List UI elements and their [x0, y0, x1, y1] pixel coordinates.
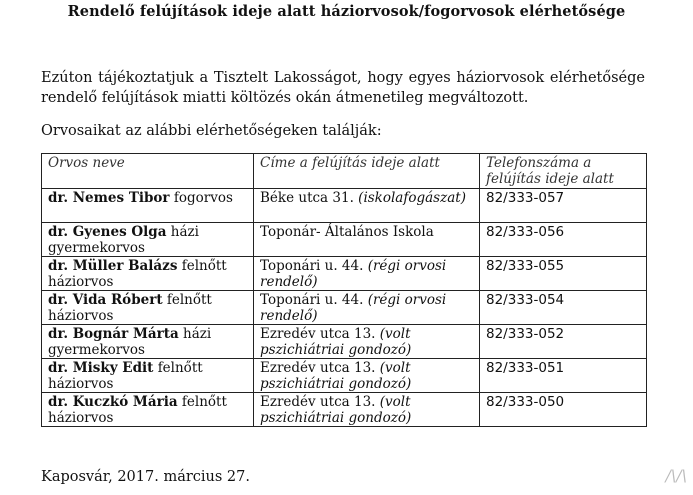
phone-cell: 82/333-057	[480, 189, 647, 223]
address-cell	[254, 325, 480, 359]
table-row	[42, 291, 647, 325]
doctor-name: dr. Kuczkó Mária	[48, 394, 178, 410]
address-note: (iskolafogászat)	[358, 190, 466, 206]
doctor-name: dr. Gyenes Olga	[48, 224, 167, 240]
address-cell	[254, 189, 480, 223]
address-text: Ezredév utca 13.	[260, 360, 376, 376]
doctor-cell	[42, 325, 254, 359]
document-title: Rendelő felújítások ideje alatt háziorvosok/fogorvosok elérhetősége	[67, 3, 626, 20]
doctor-role: házi gyermekorvos	[48, 326, 212, 358]
doctors-table	[41, 153, 647, 427]
phone-cell: 82/333-056	[480, 223, 647, 257]
doctor-cell	[42, 393, 254, 427]
table-row	[42, 393, 647, 427]
address-note: (régi orvosi rendelő)	[260, 258, 447, 290]
address-text: Ezredév utca 13.	[260, 394, 376, 410]
doctor-role: fogorvos	[173, 190, 233, 206]
address-note: (volt pszichiátriai gondozó)	[260, 326, 412, 358]
doctor-cell	[42, 189, 254, 223]
table-row	[42, 189, 647, 223]
address-cell	[254, 291, 480, 325]
doctor-role: felnőtt háziorvos	[48, 360, 203, 392]
address-text: Ezredév utca 13.	[260, 326, 376, 342]
table-row	[42, 257, 647, 291]
address-text: Béke utca 31.	[260, 190, 354, 206]
table-header-row	[42, 154, 647, 189]
phone-cell: 82/333-051	[480, 359, 647, 393]
doctor-cell	[42, 223, 254, 257]
doctor-name: dr. Müller Balázs	[48, 258, 178, 274]
doctor-cell	[42, 359, 254, 393]
header-address: Címe a felújítás ideje alatt	[254, 154, 480, 189]
doctor-role: felnőtt háziorvos	[48, 394, 227, 426]
doctor-cell	[42, 291, 254, 325]
doctor-cell	[42, 257, 254, 291]
address-cell	[254, 359, 480, 393]
table-row	[42, 359, 647, 393]
place-date: Kaposvár, 2017. március 27.	[41, 469, 250, 485]
address-cell	[254, 223, 480, 257]
address-note: (volt pszichiátriai gondozó)	[260, 360, 412, 392]
header-phone: Telefonszáma a felújítás ideje alatt	[480, 154, 647, 189]
phone-cell: 82/333-054	[480, 291, 647, 325]
lead-paragraph: Orvosaikat az alábbi elérhetőségeken találják:	[41, 123, 382, 139]
intro-paragraph: Ezúton tájékoztatjuk a Tisztelt Lakosságot, hogy egyes háziorvosok elérhetősége rendelő felújítások miatti költözés okán átmenetileg megváltozott.	[41, 70, 645, 106]
doctor-name: dr. Bognár Márta	[48, 326, 179, 342]
address-cell	[254, 393, 480, 427]
doctor-role: felnőtt háziorvos	[48, 258, 227, 290]
table-row	[42, 223, 647, 257]
table-row	[42, 325, 647, 359]
address-text: Toponár- Általános Iskola	[260, 224, 434, 240]
address-text: Toponári u. 44.	[260, 292, 364, 308]
phone-cell: 82/333-050	[480, 393, 647, 427]
phone-cell: 82/333-052	[480, 325, 647, 359]
header-name: Orvos neve	[42, 154, 254, 189]
address-note: (volt pszichiátriai gondozó)	[260, 394, 412, 426]
address-cell	[254, 257, 480, 291]
doctor-name: dr. Nemes Tibor	[48, 190, 170, 206]
phone-cell: 82/333-055	[480, 257, 647, 291]
address-note: (régi orvosi rendelő)	[260, 292, 447, 324]
doctor-name: dr. Misky Edit	[48, 360, 154, 376]
doctor-role: házi gyermekorvos	[48, 224, 199, 256]
address-text: Toponári u. 44.	[260, 258, 364, 274]
doctor-role: felnőtt háziorvos	[48, 292, 212, 324]
signature-mark: /\/\	[665, 466, 687, 485]
doctor-name: dr. Vida Róbert	[48, 292, 163, 308]
